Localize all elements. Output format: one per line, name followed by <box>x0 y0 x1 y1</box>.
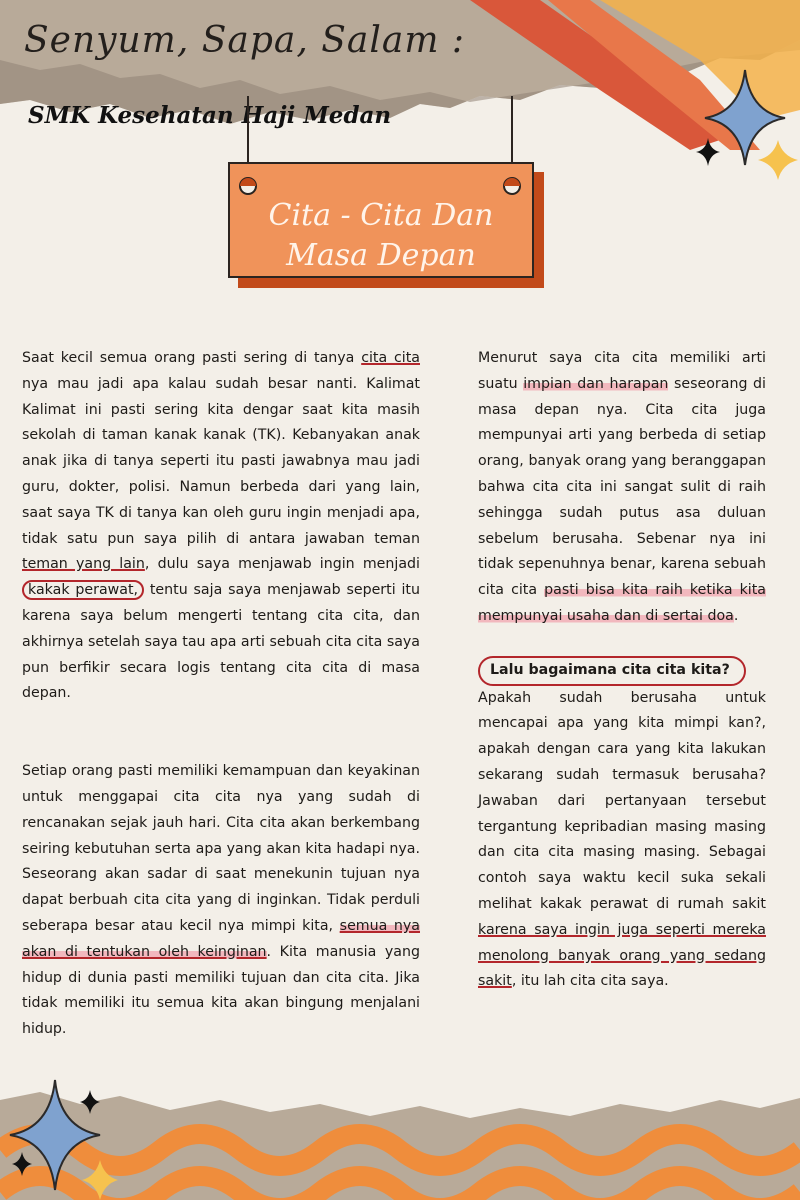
right-paragraph-2: Apakah sudah berusaha untuk mencapai apa yang kita mimpi kan?, apakah dengan cara yang kita lakukan sekarang sudah termasuk berusaha? Jawaban dari pertanyaan tersebut tergantung kepribadian masing masing dan cita cita masing masing. Sebagai contoh saya waktu kecil suka sekali melihat kakak perawat di rumah sakit karena saya ingin juga seperti mereka menolong banyak orang yang sedang sakit, itu lah cita cita saya. <box>478 689 766 990</box>
underlined-phrase: karena saya ingin juga seperti mereka menolong banyak orang yang sedang sakit <box>478 921 766 990</box>
school-name: SMK Kesehatan Haji Medan <box>28 102 392 129</box>
highlighted-phrase: impian dan harapan <box>523 375 669 392</box>
question-heading: Lalu bagaimana cita cita kita? <box>478 656 746 686</box>
circled-phrase: kakak perawat, <box>22 580 144 600</box>
underlined-phrase: teman yang lain <box>22 556 145 573</box>
right-paragraph-1: Menurut saya cita cita memiliki arti suatu impian dan harapan seseorang di masa depan nya. Cita cita juga mempunyai arti yang berbeda di setiap orang, banyak orang yang beranggapan bahwa cita cita ini sangat sulit di raih sehingga sudah putus asa duluan sebelum berusaha. Sebenar nya ini tidak sepenuhnya benar, karena sebuah cita cita pasti bisa kita raih ketika kita mempunyai usaha dan di sertai doa. <box>478 350 766 624</box>
left-paragraph-1: Saat kecil semua orang pasti sering di tanya cita cita nya mau jadi apa kalau sudah besar nanti. Kalimat Kalimat ini pasti sering kita dengar saat kita masih sekolah di taman kanak kanak (TK). Kebanyakan anak anak jika di tanya seperti itu pasti jawabnya mau jadi guru, dokter, polisi. Namun berbeda dari yang lain, saat saya TK di tanya kan oleh guru ingin menjadi apa, tidak satu pun saya pilih di antara jawaban teman teman yang lain, dulu saya menjawab ingin menjadi kakak perawat, tentu saja saya menjawab seperti itu karena saya belum mengerti tentang cita cita, dan akhirnya setelah saya tau apa arti sebuah cita cita saya pun berfikir secara logis tentang cita cita di masa depan. <box>22 350 420 702</box>
left-paragraph-2: Setiap orang pasti memiliki kemampuan dan keyakinan untuk menggapai cita cita nya yang sudah di rencanakan sejak jauh hari. Cita cita akan berkembang seiring kebutuhan serta apa yang akan kita hadapi nya. Seseorang akan sadar di saat menekunin tujuan nya dapat berbuah cita cita yang di inginkan. Tidak perduli seberapa besar atau kecil nya mimpi kita, semua nya akan di tentukan oleh keinginan. Kita manusia yang hidup di dunia pasti memiliki tujuan dan cita cita. Jika tidak memiliki itu semua kita akan bingung menjalani hidup. <box>22 763 420 1038</box>
sign-title-line-1: Cita - Cita Dan <box>268 198 494 233</box>
greeting-heading: Senyum, Sapa, Salam : <box>24 20 466 61</box>
underlined-phrase: cita cita <box>361 350 420 366</box>
highlighted-phrase: pasti bisa kita raih ketika kita mempunyai usaha dan di sertai doa <box>478 582 766 624</box>
sign-title-line-2: Masa Depan <box>286 238 476 273</box>
highlighted-phrase: semua nya akan di tentukan oleh keinginan <box>22 917 420 960</box>
